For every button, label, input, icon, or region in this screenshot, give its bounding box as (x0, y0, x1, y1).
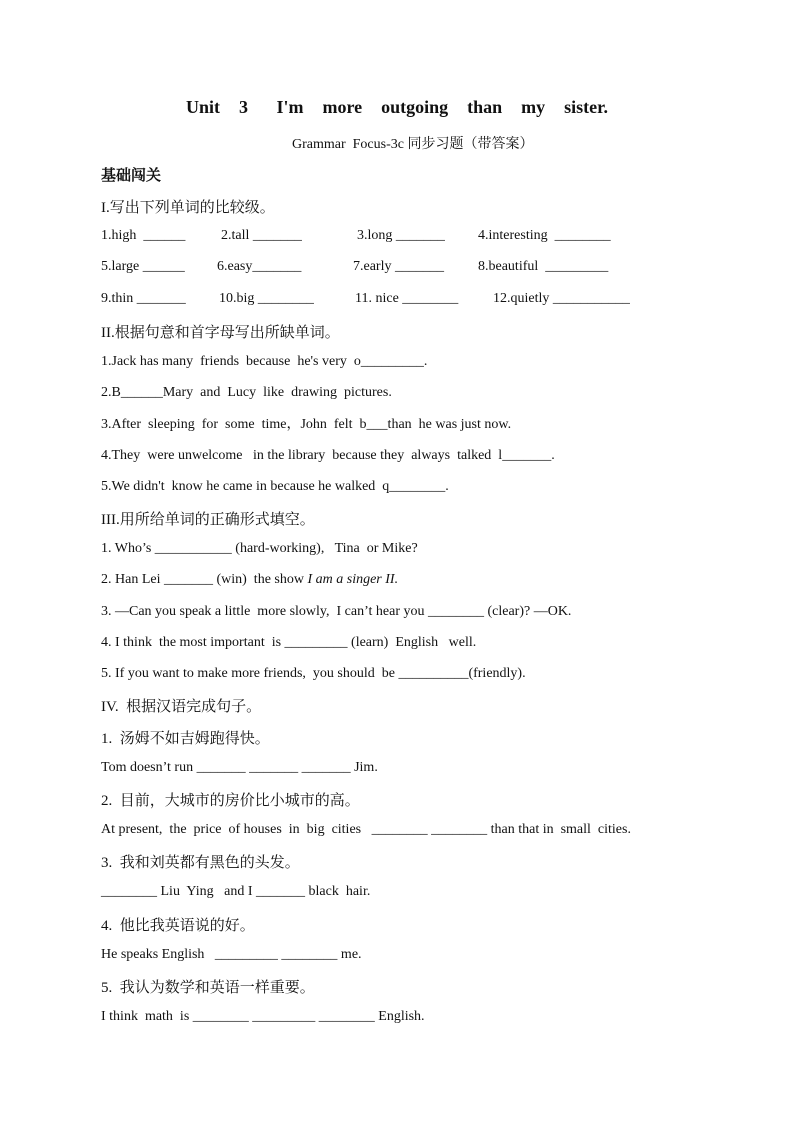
part4-en: ________ Liu Ying and I _______ black hair. (101, 884, 371, 899)
part2-item: 5.We didn't know he came in because he walked q________. (101, 479, 449, 494)
part1-cell: 5.large ______ (101, 259, 185, 274)
part1-cell: 2.tall _______ (221, 228, 302, 243)
part4-en: At present, the price of houses in big cities ________ ________ than that in small cities. (101, 822, 631, 837)
part3-item: 1. Who’s ___________ (hard-working), Tina or Mike? (101, 541, 418, 556)
part2-item: 1.Jack has many friends because he's very o_________. (101, 354, 428, 369)
part1-cell: 1.high ______ (101, 228, 186, 243)
part1-cell: 9.thin _______ (101, 291, 186, 306)
part2-item: 2.B______Mary and Lucy like drawing pictures. (101, 385, 392, 400)
part1-heading: I.写出下列单词的比较级。 (101, 200, 275, 216)
part1-cell: 7.early _______ (353, 259, 444, 274)
part3-heading: III.用所给单词的正确形式填空。 (101, 512, 315, 528)
part4-heading: IV. 根据汉语完成句子。 (101, 699, 262, 715)
part4-cn: 4. 他比我英语说的好。 (101, 918, 255, 934)
part3-item: 5. If you want to make more friends, you should be __________(friendly). (101, 666, 526, 681)
part1-cell: 11. nice ________ (355, 291, 459, 306)
part1-cell: 6.easy_______ (217, 259, 302, 274)
part1-cell: 10.big ________ (219, 291, 314, 306)
part1-cell: 12.quietly ___________ (493, 291, 630, 306)
part1-cell: 4.interesting ________ (478, 228, 611, 243)
part4-cn: 1. 汤姆不如吉姆跑得快。 (101, 731, 270, 747)
part2-item: 4.They were unwelcome in the library because they always talked l_______. (101, 448, 555, 463)
part3-item: 4. I think the most important is _________ (learn) English well. (101, 635, 477, 650)
part3-item: 3. —Can you speak a little more slowly, I can’t hear you ________ (clear)? —OK. (101, 604, 572, 619)
part1-cell: 8.beautiful _________ (478, 259, 609, 274)
part2-item: 3.After sleeping for some time，John felt b___than he was just now. (101, 417, 512, 432)
part1-cell: 3.long _______ (357, 228, 445, 243)
part3-item (101, 571, 398, 589)
part4-cn: 5. 我认为数学和英语一样重要。 (101, 980, 315, 996)
part4-en: Tom doesn’t run _______ _______ _______ Jim. (101, 760, 378, 775)
part2-heading: II.根据句意和首字母写出所缺单词。 (101, 325, 340, 341)
part3-item-text: 2. Han Lei _______ (win) the show (101, 572, 308, 587)
page-title: Unit 3 I'm more outgoing than my sister. (185, 97, 608, 117)
part4-cn: 2. 目前，大城市的房价比小城市的高。 (101, 793, 360, 809)
part4-cn: 3. 我和刘英都有黑色的头发。 (101, 855, 300, 871)
section-label: 基础闯关 (101, 168, 162, 184)
page-subtitle: Grammar Focus-3c 同步习题（带答案） (292, 137, 534, 152)
part3-item-title: I am a singer II. (307, 572, 399, 587)
part4-en: He speaks English _________ ________ me. (101, 947, 362, 962)
part4-en: I think math is ________ _________ ________ English. (101, 1009, 425, 1024)
